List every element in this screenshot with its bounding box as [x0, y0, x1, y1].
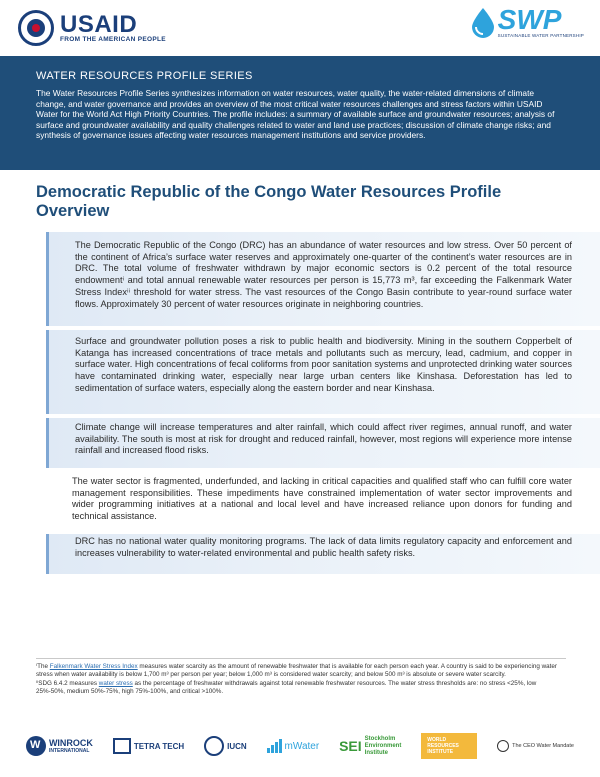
footnote-1 [36, 663, 566, 680]
overview-paragraph-monitoring: DRC has no national water quality monitoring programs. The lack of data limits regulatory capacity and enforcement and increases vulnerability to water-related environmental and public health safety risks. [46, 534, 600, 574]
ceo-water-mandate-logo [497, 740, 574, 752]
swp-name: SWP [497, 4, 562, 35]
swp-logo [470, 6, 584, 39]
footnote-2 [36, 680, 566, 697]
sei-abbrev: SEI [339, 737, 362, 754]
swp-tagline: SUSTAINABLE WATER PARTNERSHIP [497, 33, 584, 38]
tetratech-icon [113, 738, 131, 754]
footnotes [36, 658, 566, 697]
tetratech-name: TETRA TECH [133, 741, 185, 751]
overview-paragraph-water-resources: The Democratic Republic of the Congo (DRC) has an abundance of water resources and low stress. Over 50 percent of the continent of Africa’s surface water reserves and approximately one-quarter of the continent’s water resources are in DRC. The total volume of freshwater withdrawn by major economic sectors is 0.2 percent of the total resource endowmentⁱ and total annual renewable water resources per person is 15,773 m³, far exceeding the Falkenmark Water Stress Indexⁱⁱ threshold for water stress. The vast resources of the Congo Basin contribute to year-round surface water flows. Approximately 30 percent of water resources originate in neighboring countries. [46, 232, 600, 326]
overview-paragraph-climate: Climate change will increase temperatures and alter rainfall, which could affect river regimes, annual runoff, and water availability. The south is most at risk for drought and reduced rainfall, however, most regions will experience more intense rainfall and increased flood risks. [46, 418, 600, 468]
usaid-name: USAID [60, 10, 138, 38]
sei-line-1: Stockholm [364, 735, 396, 742]
footnote-1-text: measures water scarcity as the amount of renewable freshwater that is available for each person each year. A country is said to be experiencing water stress when water availability is below 1,700 m³ per person per year; below 1,000 m³ is considered water scarcity; and below 500 m³ is absolute or severe water scarcity. [36, 663, 558, 679]
winrock-icon [26, 736, 46, 756]
wri-logo: WORLD RESOURCES INSTITUTE [421, 733, 477, 759]
water-stress-link[interactable]: water stress [98, 679, 133, 687]
iucn-icon [204, 736, 224, 756]
globe-icon [497, 740, 509, 752]
usaid-logo [18, 10, 166, 46]
page-header [0, 0, 600, 56]
usaid-seal-icon [18, 10, 54, 46]
sei-line-2: Environment [364, 742, 402, 749]
falkenmark-link[interactable]: Falkenmark Water Stress Index [49, 663, 138, 670]
footnote-2-text: as the percentage of freshwater withdrawals against total renewable freshwater resources. The water stress thresholds are: no stress <25%, low 25%-50%, medium 50%-75%, high 75%-100%, and critical >100%. [36, 679, 537, 696]
overview-paragraph-pollution: Surface and groundwater pollution poses a risk to public health and biodiversity. Mining in the southern Copperbelt of Katanga has increased concentrations of trace metals and pollutants such as mercury, lead, cadmium, and copper in surface water. High concentrations of fecal coliforms from poor sanitation systems and unprotected drinking water sources have contaminated drinking water, especially near large urban centers like Kinshasa. Deforestation has led to sedimentation of surface waters, especially along the eastern border and near Kinshasa. [46, 330, 600, 414]
winrock-sub: INTERNATIONAL [48, 748, 90, 754]
iucn-name: IUCN [227, 741, 247, 751]
footnote-2-marker: ⁱⁱSDG 6.4.2 measures [36, 679, 99, 687]
usaid-tagline: FROM THE AMERICAN PEOPLE [60, 35, 166, 43]
mwater-name: mWater [284, 740, 320, 752]
series-banner [0, 56, 600, 170]
banner-title: WATER RESOURCES PROFILE SERIES [36, 70, 253, 82]
iucn-logo [204, 736, 247, 756]
mwater-bars-icon [267, 739, 283, 753]
ceo-name: The CEO Water Mandate [512, 743, 574, 749]
tetratech-logo [113, 738, 184, 754]
winrock-logo [26, 736, 93, 756]
footnote-1-marker: ⁱThe [36, 663, 50, 670]
winrock-name: WINROCK [48, 738, 93, 748]
water-drop-icon [470, 7, 496, 39]
sei-logo [339, 736, 401, 757]
page-title: Democratic Republic of the Congo Water Resources Profile Overview [36, 183, 502, 220]
sei-line-3: Institute [364, 749, 388, 756]
overview-paragraph-governance: The water sector is fragmented, underfunded, and lacking in critical capacities and qualified staff who can fulfill core water management responsibilities. These impediments have constrained implementation of water sector improvements and wider programming initiatives at a national and local level and have increased reliance upon donors for funding and technical assistance. [46, 472, 600, 532]
mwater-logo [267, 739, 320, 753]
banner-text: The Water Resources Profile Series synthesizes information on water resources, water quality, the water-related dimensions of climate change, and water governance and provides an overview of the most critical water resources challenges and stress factors within USAID Water for the World Act High Priority Countries. The profile includes: a summary of available surface and groundwater resources; analysis of surface and groundwater availability and quality challenges related to water and land use practices; discussion of climate change risks; and synthesis of governance issues affecting water resources management institutions and service providers. [36, 88, 555, 141]
partner-logos [0, 722, 600, 770]
